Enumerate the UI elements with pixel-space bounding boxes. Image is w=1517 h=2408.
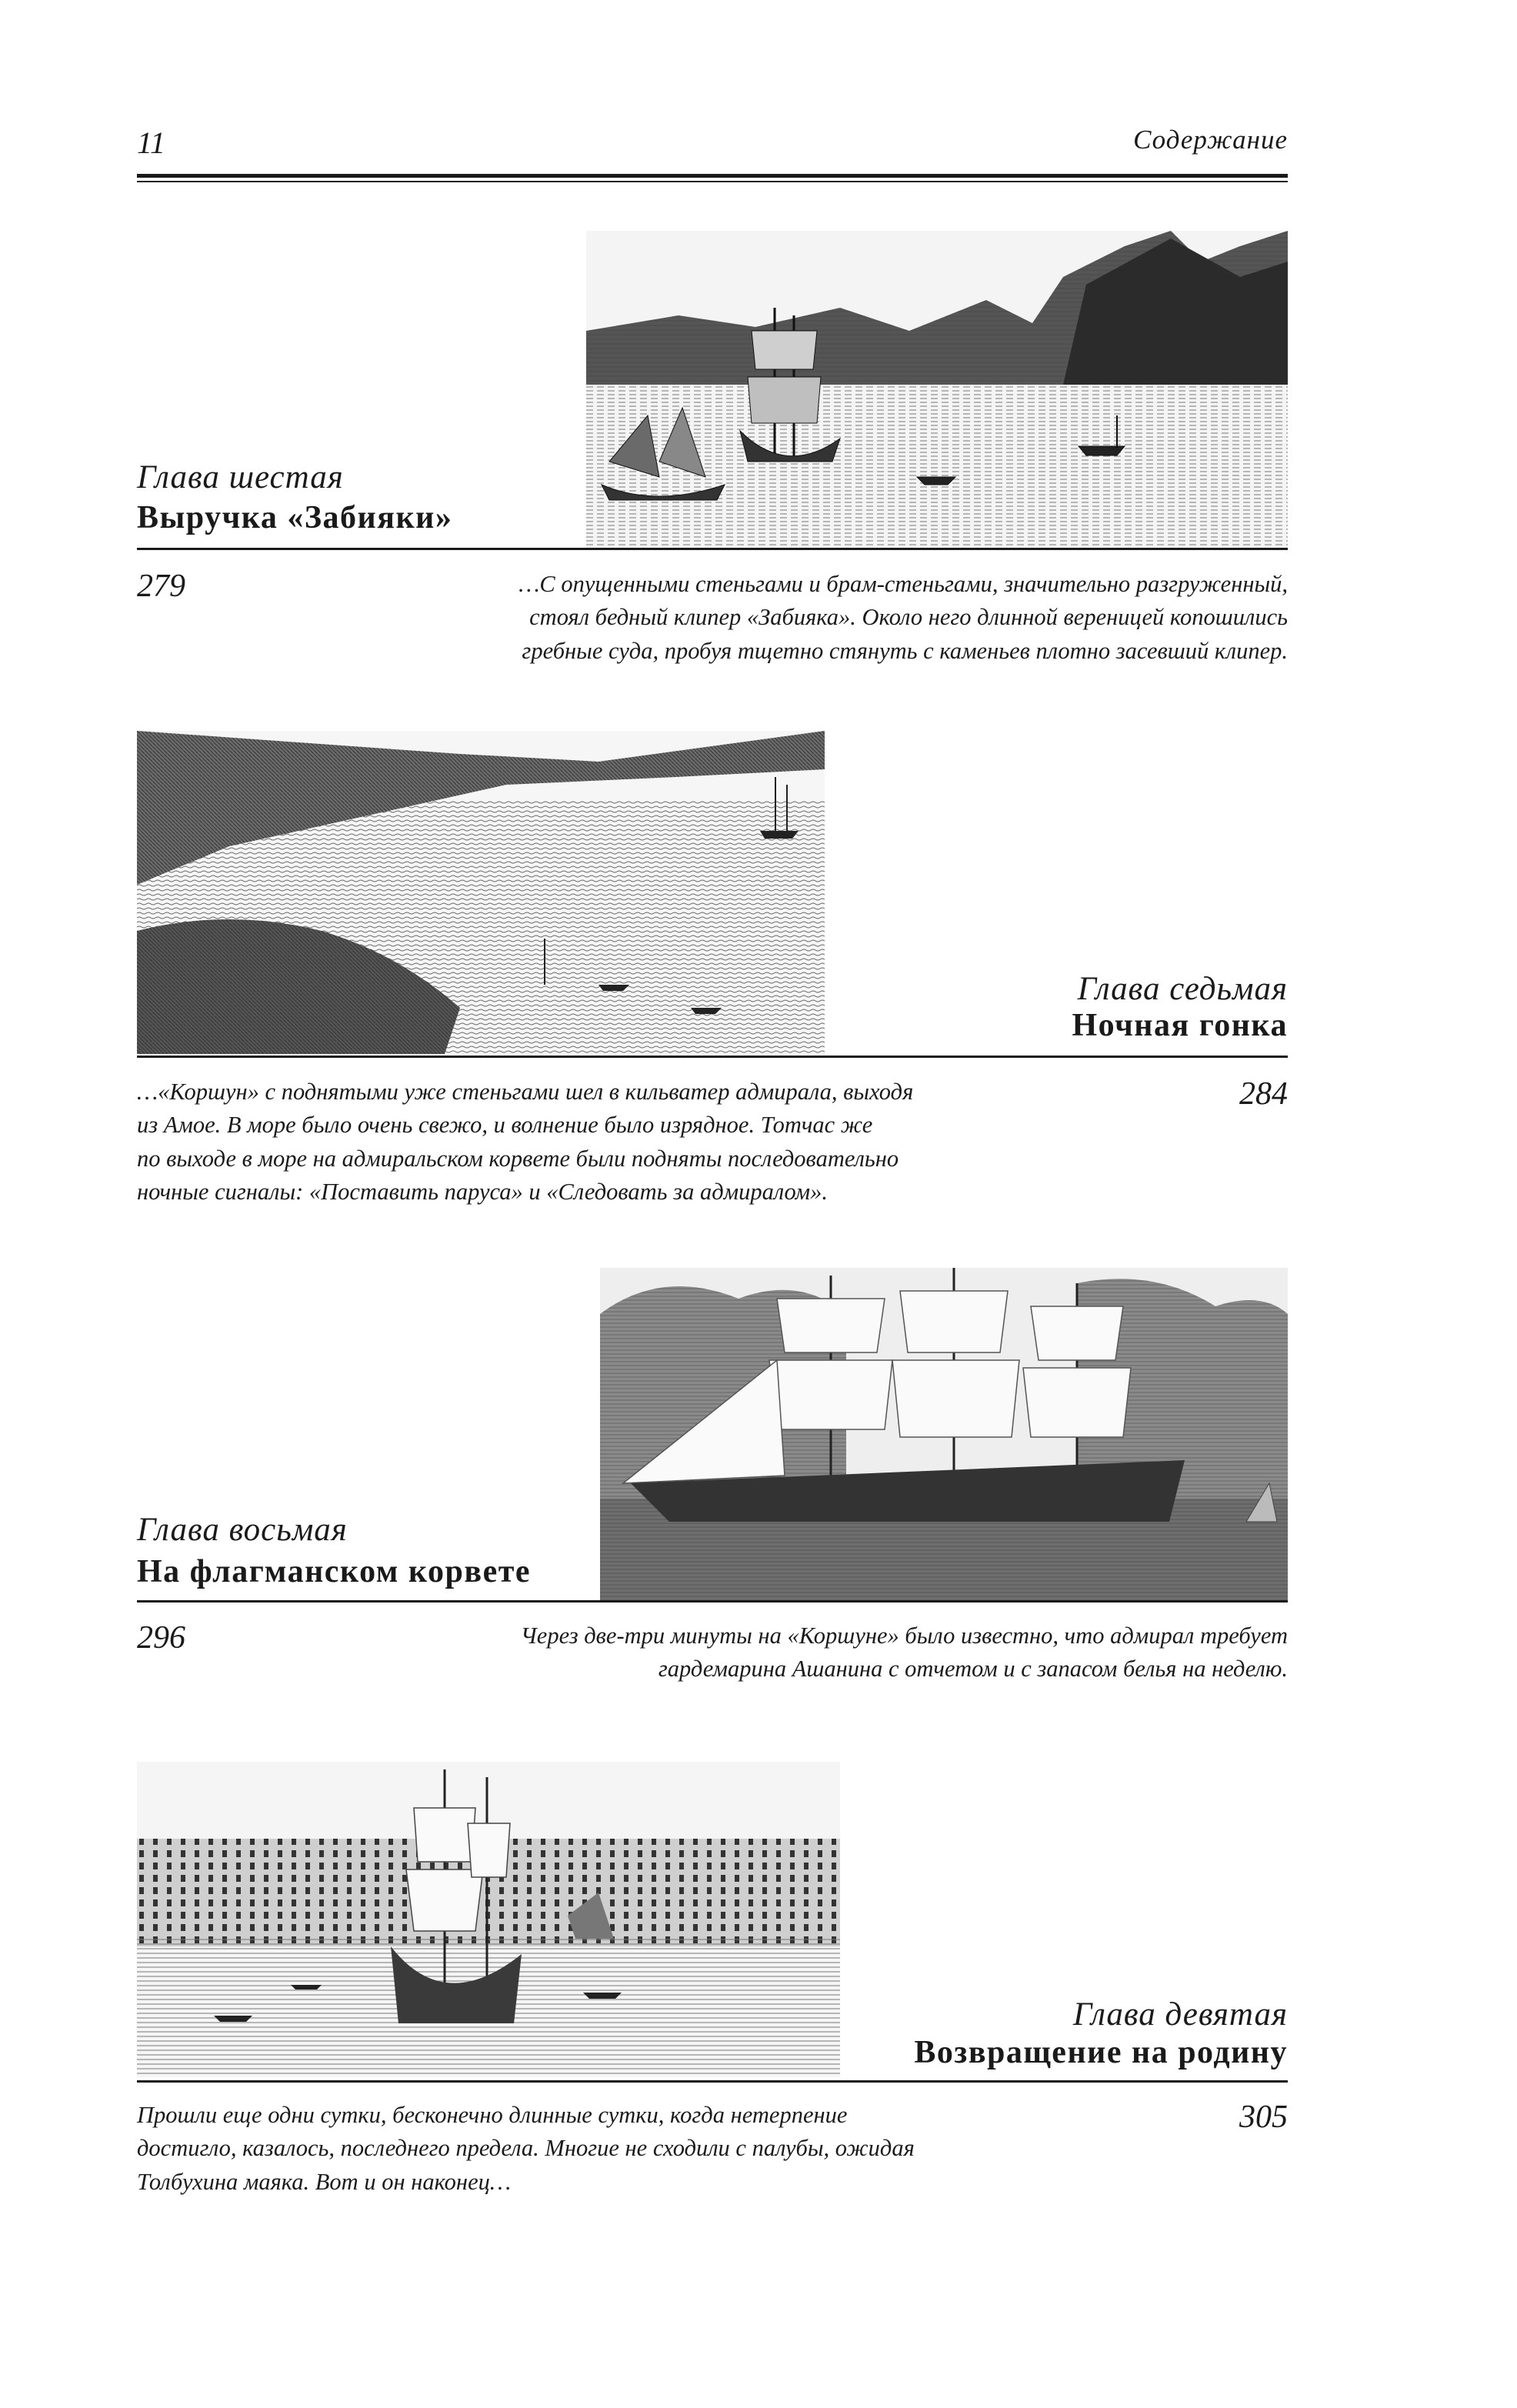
excerpt-line: по выходе в море на адмиральском корвете были подняты последовательно: [137, 1145, 899, 1172]
header-rule-thick: [137, 174, 1288, 178]
chapter-6-title[interactable]: Выручка «Забияки»: [137, 500, 453, 535]
excerpt-line: гребные суда, пробуя тщетно стянуть с каменьев плотно засевший клипер.: [522, 637, 1288, 664]
chapter-9-excerpt: [137, 2099, 1137, 2199]
chapter-7-title[interactable]: Ночная гонка: [1072, 1008, 1288, 1043]
header-rule-thin: [137, 181, 1288, 182]
excerpt-line: Прошли еще одни сутки, бесконечно длинные сутки, когда нетерпение: [137, 2102, 848, 2128]
excerpt-line: из Амое. В море было очень свежо, и волнение было изрядное. Тотчас же: [137, 1112, 873, 1139]
chapter-8-excerpt: [342, 1619, 1288, 1686]
page-number: 11: [137, 125, 166, 160]
chapter-7-rule: [137, 1056, 1288, 1058]
illustration-ch8-clipper-under-sail: [600, 1268, 1288, 1600]
chapter-9-title[interactable]: Возвращение на родину: [914, 2035, 1288, 2070]
excerpt-line: достигло, казалось, последнего предела. Многие не сходили с палубы, ожидая: [137, 2135, 915, 2162]
running-head: Содержание: [1133, 125, 1288, 155]
chapter-7-label: Глава седьмая: [1077, 971, 1288, 1007]
chapter-6-rule: [137, 548, 1288, 550]
chapter-7-page-number[interactable]: 284: [1239, 1076, 1288, 1112]
chapter-6-label: Глава шестая: [137, 459, 344, 495]
chapter-9-page-number[interactable]: 305: [1239, 2099, 1288, 2135]
illustration-ch9-city-waterfront: [137, 1762, 840, 2077]
excerpt-line: гардемарина Ашанина с отчетом и с запасом белья на неделю.: [658, 1656, 1288, 1683]
excerpt-line: …«Коршун» с поднятыми уже стеньгами шел в кильватер адмирала, выходя: [137, 1079, 914, 1105]
excerpt-line: стоял бедный клипер «Забияка». Около него длинной вереницей копошились: [529, 604, 1288, 631]
illustration-ch7-harbor-view: [137, 731, 825, 1054]
chapter-7-excerpt: [137, 1076, 1137, 1209]
chapter-9-rule: [137, 2080, 1288, 2083]
excerpt-line: …С опущенными стеньгами и брам-стеньгами, значительно разгруженный,: [518, 571, 1288, 597]
excerpt-line: Через две-три минуты на «Коршуне» было известно, что адмирал требует: [520, 1623, 1288, 1649]
chapter-6-page-number[interactable]: 279: [137, 569, 185, 604]
chapter-8-rule: [137, 1600, 1288, 1603]
chapter-8-title[interactable]: На флагманском корвете: [137, 1554, 531, 1589]
excerpt-line: ночные сигналы: «Поставить паруса» и «Следовать за адмиралом».: [137, 1178, 828, 1205]
illustration-ch6-bay-with-sailing-ships: [586, 231, 1288, 548]
chapter-6-excerpt: [342, 568, 1288, 668]
chapter-8-label: Глава восьмая: [137, 1512, 348, 1548]
chapter-8-page-number[interactable]: 296: [137, 1620, 185, 1656]
excerpt-line: Толбухина маяка. Вот и он наконец…: [137, 2168, 511, 2195]
chapter-9-label: Глава девятая: [1072, 1996, 1288, 2033]
